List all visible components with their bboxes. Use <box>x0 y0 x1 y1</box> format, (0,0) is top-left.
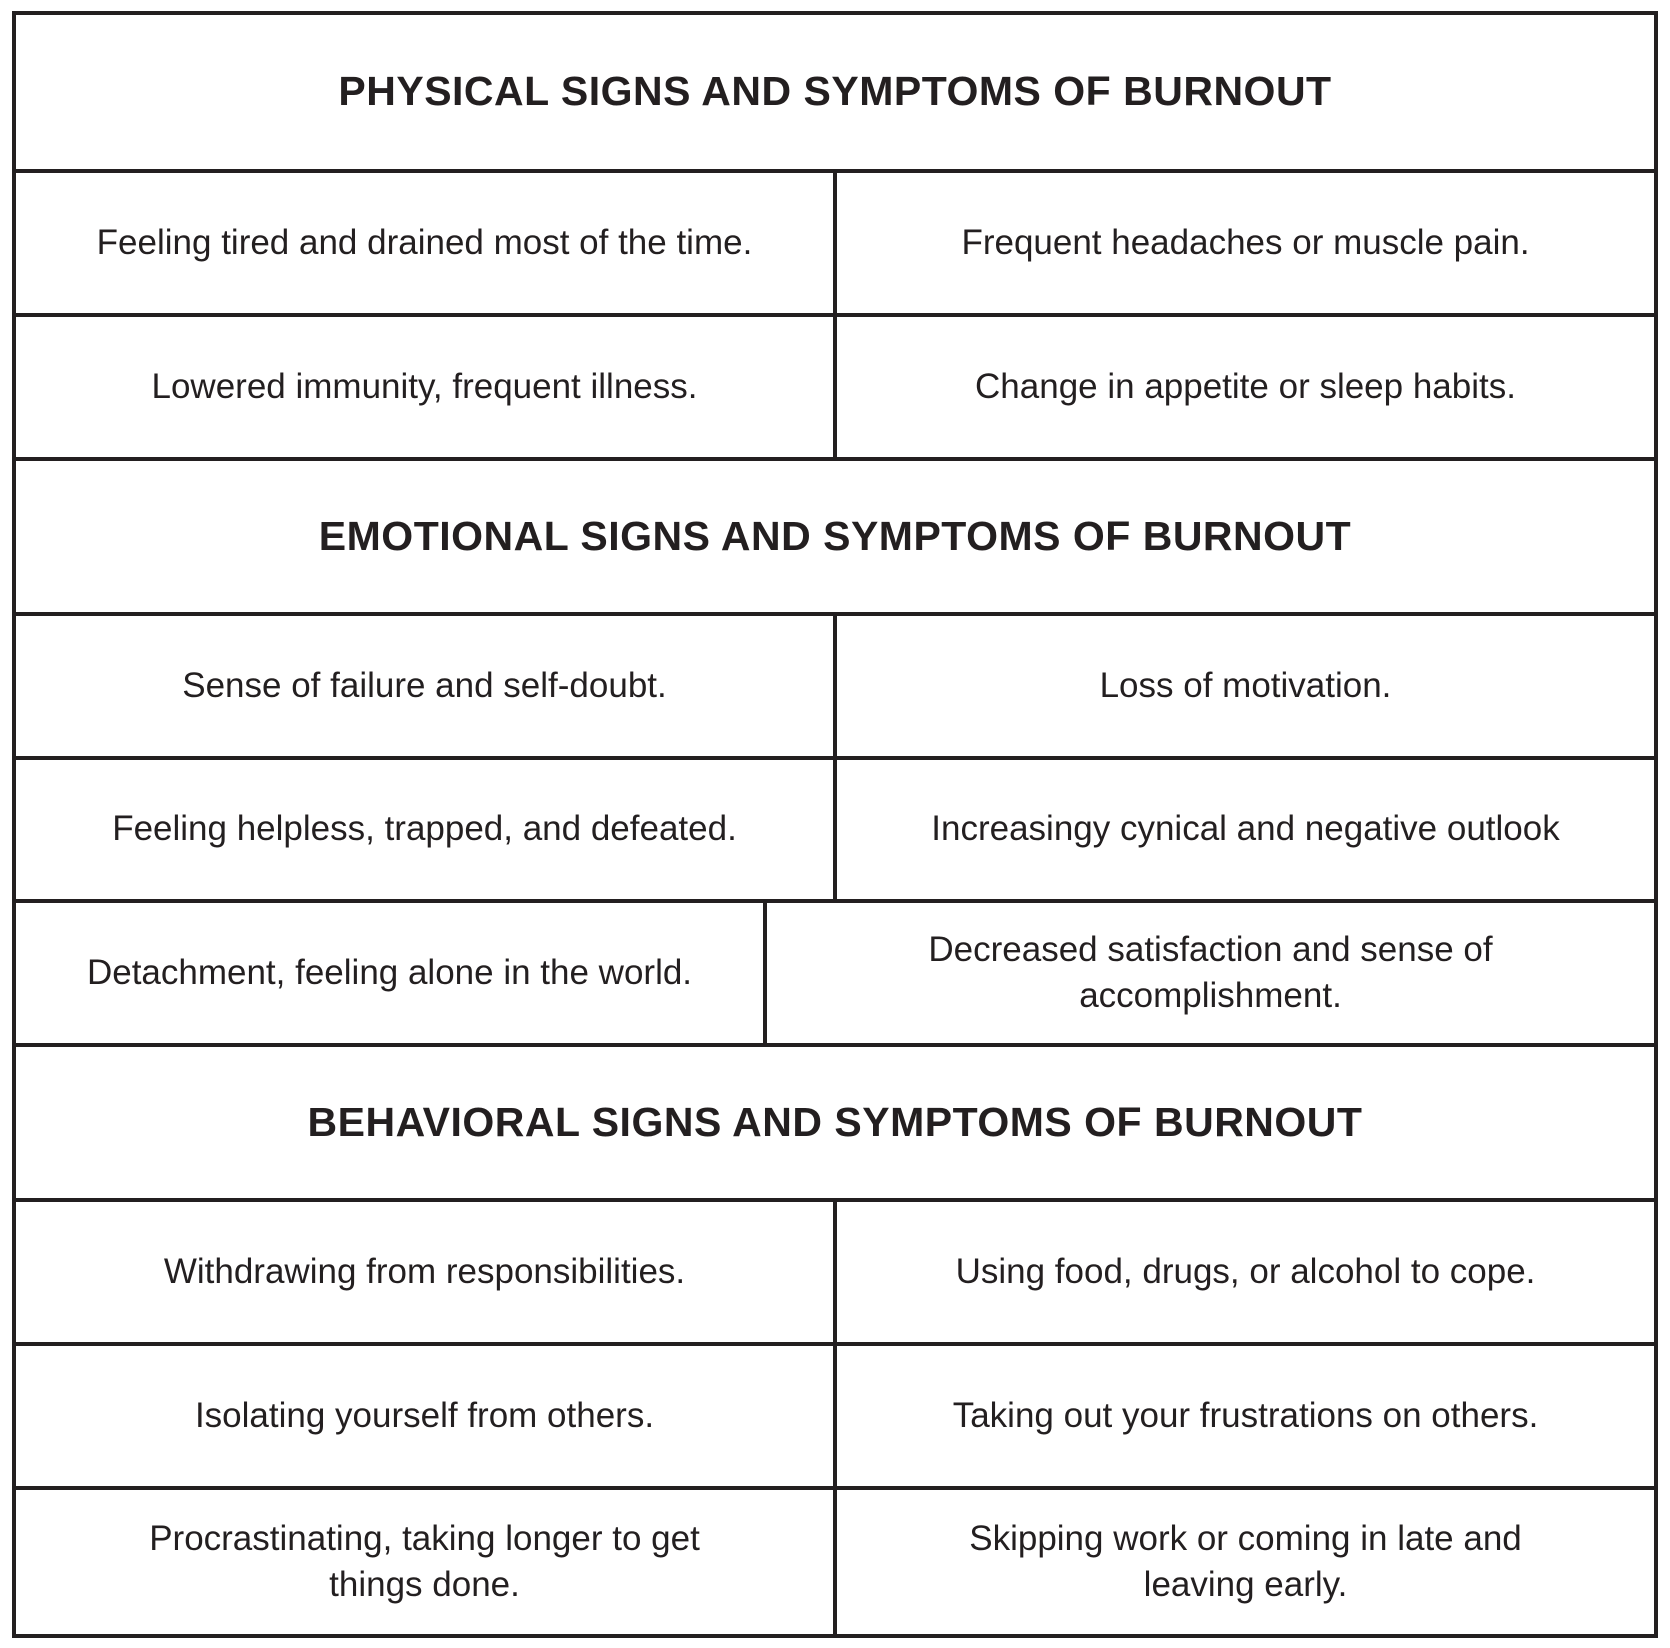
table-cell: Detachment, feeling alone in the world. <box>16 903 767 1043</box>
table-cell: Increasingy cynical and negative outlook <box>931 809 1560 849</box>
table-cell: Feeling tired and drained most of the time. <box>16 173 837 313</box>
burnout-symptoms-table <box>12 11 1658 1638</box>
section-header-behavioral <box>16 1047 1654 1202</box>
table-cell: Skipping work or coming in late and leaving early. <box>969 1519 1522 1605</box>
table-row <box>16 173 1654 317</box>
table-row <box>16 1346 1654 1490</box>
table-cell: Taking out your frustrations on others. <box>952 1396 1539 1436</box>
table-row <box>16 1202 1654 1346</box>
table-cell: Sense of failure and self-doubt. <box>16 616 837 756</box>
section-header-physical <box>16 15 1654 173</box>
table-cell: Change in appetite or sleep habits. <box>975 366 1516 406</box>
table-row <box>16 1490 1654 1634</box>
table-cell: Decreased satisfaction and sense of accomplishment. <box>928 930 1493 1016</box>
table-row <box>16 760 1654 904</box>
section-title: EMOTIONAL SIGNS AND SYMPTOMS OF BURNOUT <box>318 512 1352 559</box>
table-row <box>16 616 1654 760</box>
table-row <box>16 903 1654 1047</box>
table-cell: Loss of motivation. <box>1099 665 1392 705</box>
section-title: BEHAVIORAL SIGNS AND SYMPTOMS OF BURNOUT <box>307 1099 1363 1146</box>
table-cell: Withdrawing from responsibilities. <box>16 1202 837 1342</box>
table-cell: Feeling helpless, trapped, and defeated. <box>16 760 837 900</box>
table-cell: Procrastinating, taking longer to get things done. <box>16 1490 837 1634</box>
table-cell: Using food, drugs, or alcohol to cope. <box>955 1252 1536 1292</box>
table-cell: Frequent headaches or muscle pain. <box>961 222 1530 262</box>
table-cell: Isolating yourself from others. <box>16 1346 837 1486</box>
section-title: PHYSICAL SIGNS AND SYMPTOMS OF BURNOUT <box>338 68 1332 115</box>
table-row <box>16 317 1654 461</box>
section-header-emotional <box>16 461 1654 616</box>
table-cell: Lowered immunity, frequent illness. <box>16 317 837 457</box>
